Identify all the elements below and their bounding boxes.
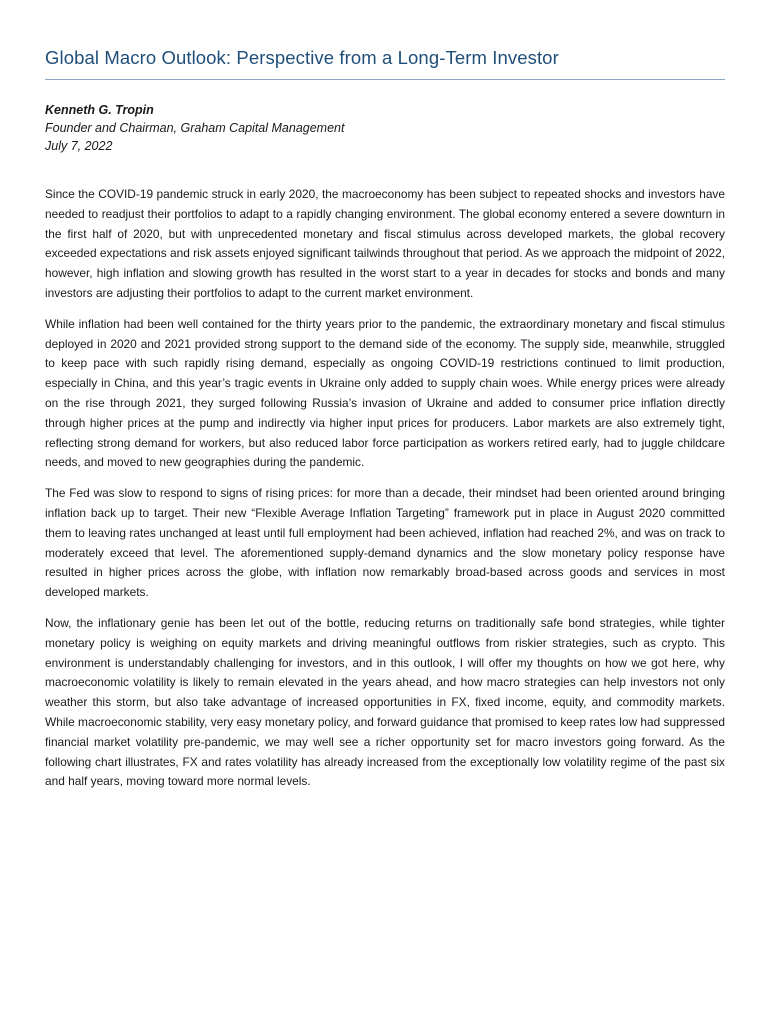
author-role: Founder and Chairman, Graham Capital Management <box>45 121 345 135</box>
byline <box>45 101 344 155</box>
paragraph: While inflation had been well contained for the thirty years prior to the pandemic, the extraordinary monetary and fiscal stimulus deployed in 2020 and 2021 provided strong support to the demand side of the economy. The supply side, meanwhile, struggled to keep pace with such rapidly rising demand, especially as ongoing COVID-19 restrictions continued to limit production, especially in China, and this year’s tragic events in Ukraine only added to supply chain woes. While energy prices were already on the rise through 2021, they surged following Russia’s invasion of Ukraine and added to consumer price inflation directly through higher prices at the pump and indirectly via higher input prices for producers. Labor markets are also extremely tight, reflecting strong demand for workers, but also reduced labor force participation as workers retired early, had to juggle childcare needs, and moved to new geographies during the pandemic. <box>45 316 725 470</box>
paragraph: The Fed was slow to respond to signs of rising prices: for more than a decade, their mindset had been oriented around bringing inflation back up to target. Their new “Flexible Average Inflation Targeting” framework put in place in August 2020 committed them to leaving rates unchanged at least until full employment had been achieved, inflation had reached 2%, and was on track to moderately exceed that level. The aforementioned supply-demand dynamics and the slow monetary policy response have resulted in higher prices across the globe, with inflation now remarkably broad-based across goods and services in most developed markets. <box>45 486 725 600</box>
article-body <box>45 185 725 803</box>
publication-date: July 7, 2022 <box>45 139 113 153</box>
paragraph: Since the COVID-19 pandemic struck in early 2020, the macroeconomy has been subject to repeated shocks and investors have needed to readjust their portfolios to adapt to a rapidly changing environment. The global economy entered a severe downturn in the first half of 2020, but with unprecedented monetary and fiscal stimulus across developed markets, the global recovery exceeded expectations and risk assets enjoyed significant tailwinds throughout that period. As we approach the midpoint of 2022, however, high inflation and slowing growth has resulted in the worst start to a year in decades for stocks and bonds and many investors are adjusting their portfolios to adapt to the current market environment. <box>45 187 725 300</box>
paragraph: Now, the inflationary genie has been let out of the bottle, reducing returns on traditionally safe bond strategies, while tighter monetary policy is weighing on equity markets and driving meaningful outflows from riskier strategies, such as crypto. This environment is understandably challenging for investors, and in this outlook, I will offer my thoughts on how we got here, why macroeconomic volatility is likely to remain elevated in the years ahead, and how macro strategies can help investors not only weather this storm, but also take advantage of increased opportunities in FX, fixed income, equity, and commodity markets. While macroeconomic stability, very easy monetary policy, and forward guidance that promised to keep rates low had suppressed financial market volatility pre-pandemic, we may well see a richer opportunity set for macro investors going forward. As the following chart illustrates, FX and rates volatility has already increased from the exceptionally low volatility regime of the past six and half years, moving toward more normal levels. <box>45 615 725 789</box>
author-name: Kenneth G. Tropin <box>45 103 154 117</box>
title-divider <box>45 79 725 80</box>
document-title: Global Macro Outlook: Perspective from a Long-Term Investor <box>45 47 559 68</box>
